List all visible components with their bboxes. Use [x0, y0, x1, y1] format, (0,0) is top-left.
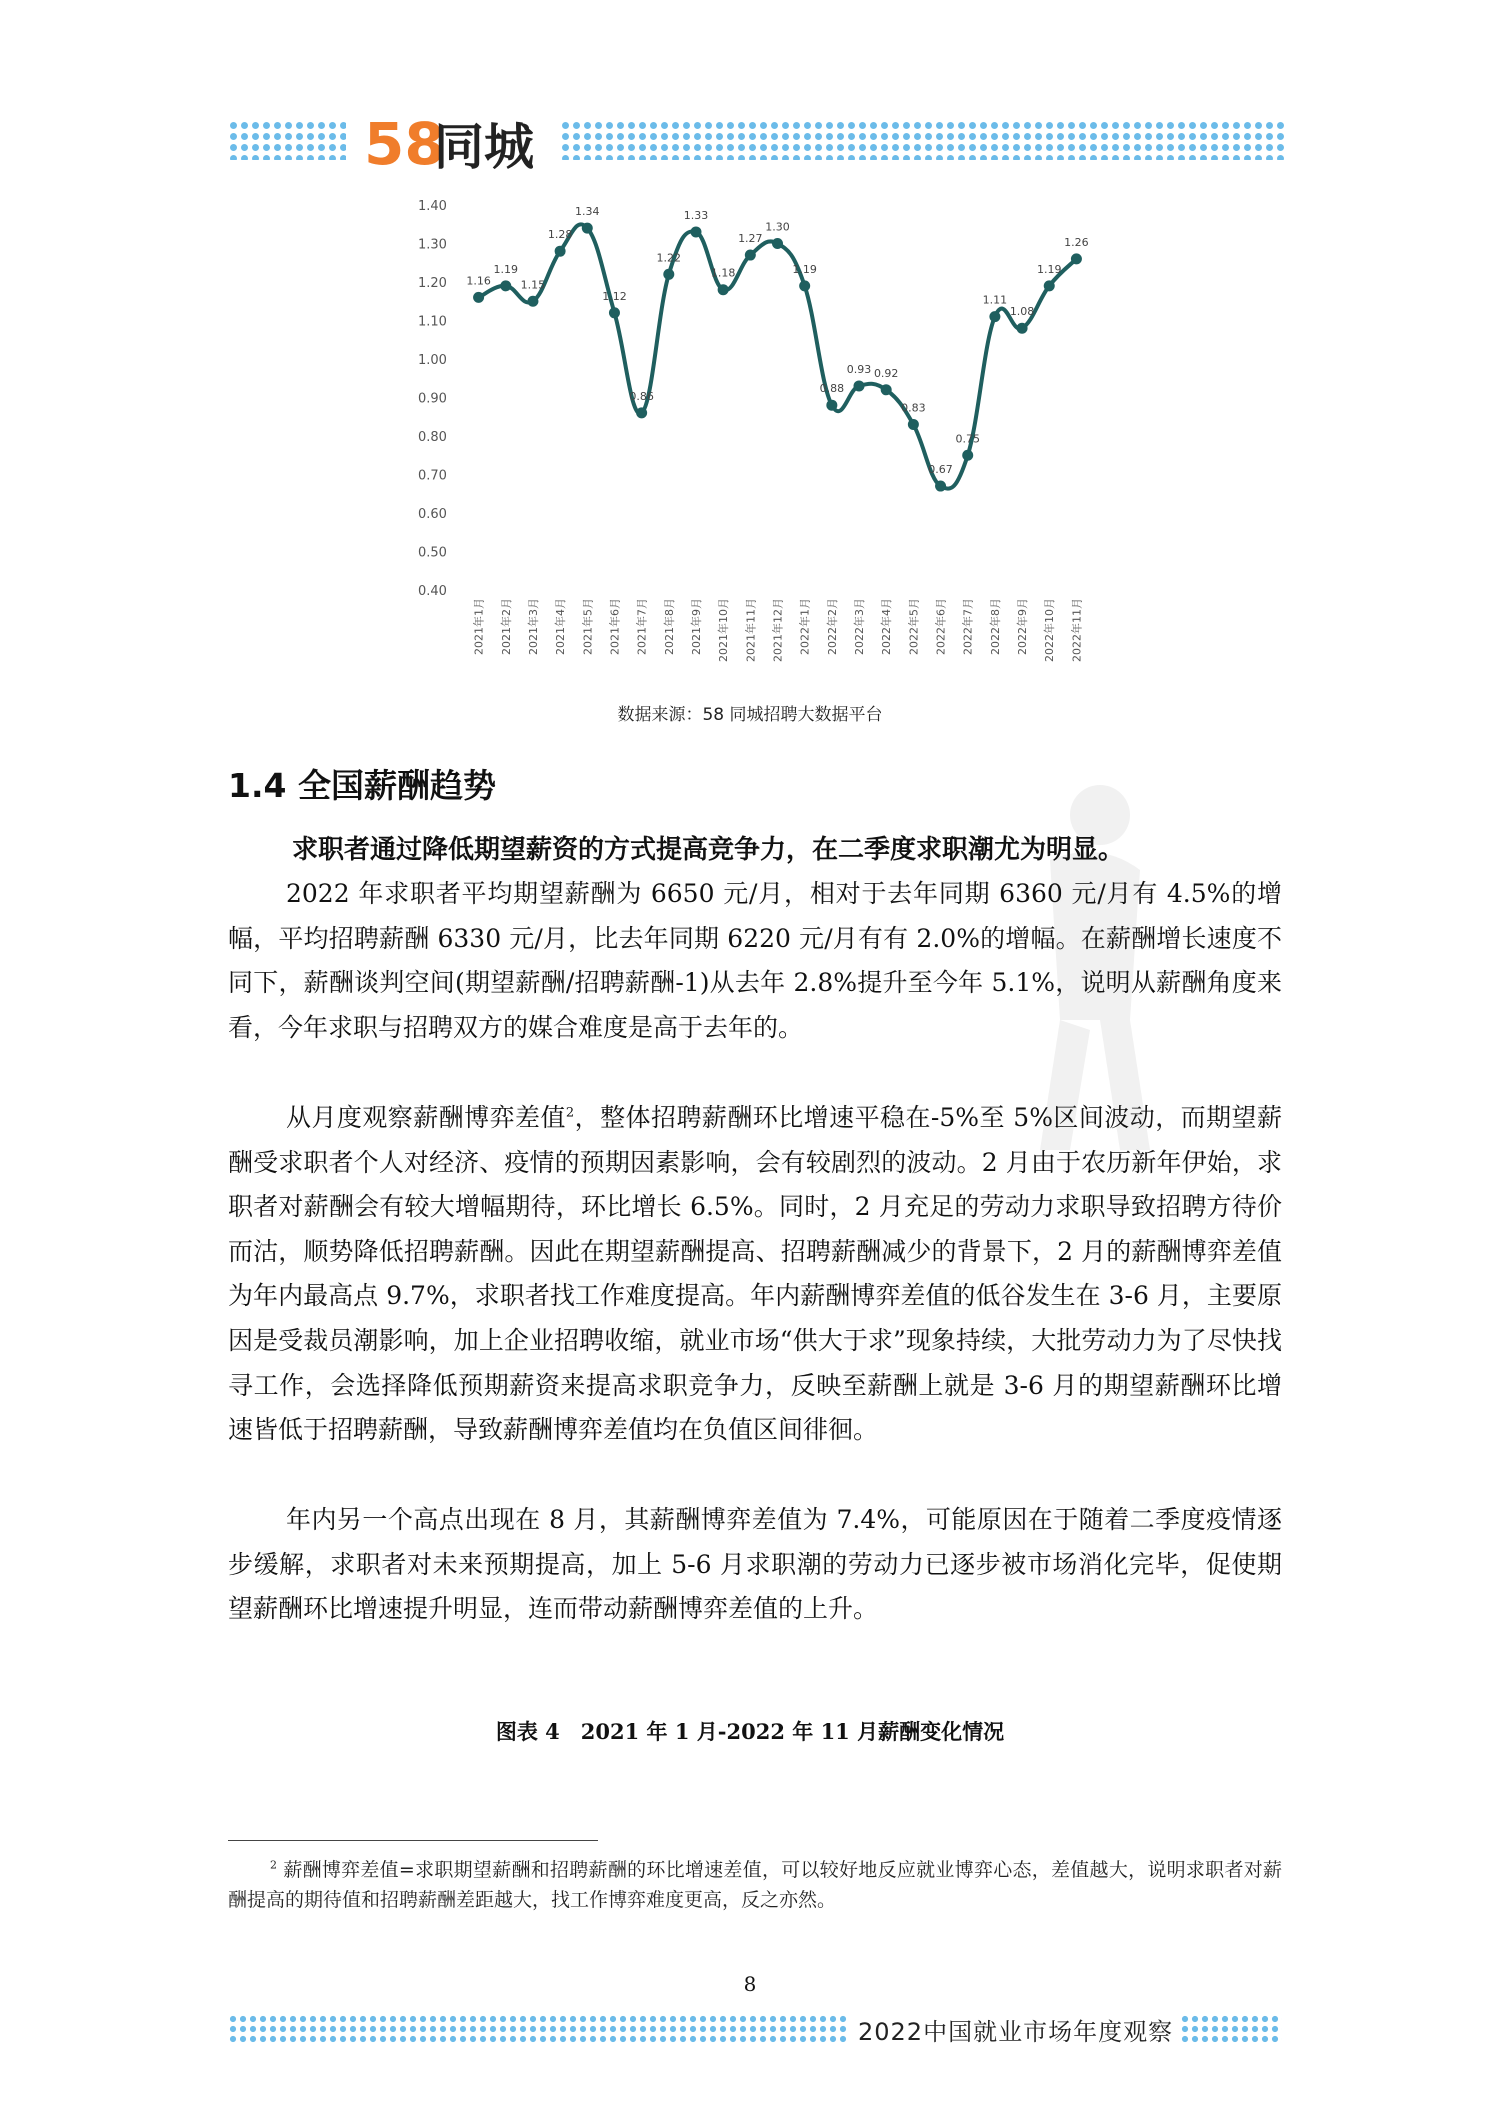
data-label: 1.28: [547, 228, 573, 242]
y-tick-label: 1.10: [418, 314, 447, 330]
data-point: [1071, 253, 1082, 264]
x-tick-label: 2022年2月: [825, 598, 839, 655]
x-tick-label: 2022年8月: [988, 598, 1002, 655]
data-point: [609, 307, 620, 318]
x-tick-label: 2022年11月: [1070, 598, 1084, 662]
data-point: [527, 296, 538, 307]
y-tick-label: 0.70: [418, 468, 447, 484]
data-point: [935, 481, 946, 492]
section-title: 1.4 全国薪酬趋势: [228, 766, 496, 805]
x-tick-label: 2021年1月: [472, 598, 486, 655]
data-label: 1.15: [520, 278, 546, 292]
x-tick-label: 2021年10月: [717, 598, 731, 662]
salary-ratio-line-chart: [390, 190, 1120, 680]
x-tick-label: 2021年7月: [635, 598, 649, 655]
data-label: 1.27: [738, 232, 763, 246]
series-line: [479, 224, 1077, 488]
data-label: 1.11: [982, 293, 1008, 307]
data-point: [962, 450, 973, 461]
paragraph-2-after: ，整体招聘薪酬环比增速平稳在-5%至 5%区间波动，而期望薪酬受求职者个人对经济、疫情的预期因素影响，会有较剧烈的波动。2 月由于农历新年伊始，求职者对薪酬会有较大增幅期待，环比增长 6.5%。同时，2 月充足的劳动力求职导致招聘方待价而沽，顺势降低招聘薪酬。因此在期望薪酬提高、招聘薪酬减少的背景下，2 月的薪酬博弈差值为年内最高点 9.7%，求职者找工作难度提高。年内薪酬博弈差值的低谷发生在 3-6 月，主要原因是受裁员潮影响，加上企业招聘收缩，就业市场“供大于求”现象持续，大批劳动力为了尽快找寻工作，会选择降低预期薪资来提高求职竞争力，反映至薪酬上就是 3-6 月的期望薪酬环比增速皆低于招聘薪酬，导致薪酬博弈差值均在负值区间徘徊。: [228, 1103, 1282, 1445]
data-point: [881, 384, 892, 395]
footer-dots-left: [228, 2014, 848, 2044]
data-point: [1017, 323, 1028, 334]
data-label: 1.18: [710, 266, 736, 280]
x-tick-label: 2021年4月: [554, 598, 568, 655]
logo-text: 同城: [434, 118, 534, 176]
paragraph-1: 2022 年求职者平均期望薪酬为 6650 元/月，相对于去年同期 6360 元/月有 4.5%的增幅，平均招聘薪酬 6330 元/月，比去年同期 6220 元/月有有 2.0%的增幅。在薪酬增长速度不同下，薪酬谈判空间(期望薪酬/招聘薪酬-1)从去年 2.8%提升至今年 5.1%，说明从薪酬角度来看，今年求职与招聘双方的媒合难度是高于去年的。: [228, 879, 1282, 1042]
footnote-mark: 2: [270, 1858, 277, 1872]
data-point: [826, 400, 837, 411]
y-tick-label: 0.80: [418, 430, 447, 445]
y-tick-label: 0.90: [418, 391, 447, 407]
data-label: 1.22: [656, 251, 682, 265]
x-tick-label: 2021年3月: [526, 598, 540, 655]
data-point: [854, 380, 865, 391]
data-point: [908, 419, 919, 430]
y-tick-label: 0.40: [418, 584, 447, 599]
data-label: 0.75: [955, 432, 980, 446]
data-label: 1.08: [1009, 305, 1035, 319]
data-label: 0.92: [873, 366, 899, 380]
y-axis: [418, 199, 447, 599]
data-label: 1.12: [602, 289, 627, 303]
data-label: 0.86: [629, 389, 654, 403]
data-label: 1.26: [1064, 235, 1089, 249]
x-tick-label: 2021年8月: [662, 598, 676, 655]
data-point: [636, 407, 647, 418]
data-label: 0.93: [846, 362, 872, 376]
chart-series: [479, 224, 1077, 488]
x-tick-label: 2022年10月: [1043, 598, 1057, 662]
x-tick-label: 2022年6月: [934, 598, 948, 655]
data-label: 1.34: [575, 205, 600, 219]
figure-caption: 图表 4 2021 年 1 月-2022 年 11 月薪酬变化情况: [495, 1719, 1005, 1744]
data-point: [1044, 280, 1055, 291]
data-point: [555, 246, 566, 257]
y-tick-label: 0.50: [418, 545, 447, 561]
footnote-rule: [228, 1840, 598, 1841]
data-label: 0.88: [819, 382, 845, 396]
logo-num: 58: [364, 112, 445, 178]
data-label: 1.19: [493, 262, 519, 276]
data-label: 1.16: [466, 274, 491, 288]
paragraph-2: [228, 1096, 1282, 1453]
data-point: [718, 284, 729, 295]
data-label: 1.19: [792, 262, 817, 276]
x-tick-label: 2021年9月: [689, 598, 703, 655]
x-tick-label: 2021年6月: [608, 598, 622, 655]
data-point: [582, 223, 593, 234]
brand-logo: [364, 112, 544, 178]
x-tick-label: 2021年5月: [581, 598, 595, 655]
data-point: [799, 280, 810, 291]
x-tick-label: 2022年7月: [961, 598, 975, 655]
y-tick-label: 1.00: [418, 353, 447, 368]
paragraph-3: 年内另一个高点出现在 8 月，其薪酬博弈差值为 7.4%，可能原因在于随着二季度疫情逐步缓解，求职者对未来预期提高，加上 5-6 月求职潮的劳动力已逐步被市场消化完毕，促使期望薪酬环比增速提升明显，连而带动薪酬博弈差值的上升。: [228, 1505, 1282, 1624]
y-tick-label: 1.40: [418, 199, 447, 214]
data-point: [663, 269, 674, 280]
lead-sentence: 求职者通过降低期望薪资的方式提高竞争力，在二季度求职潮尤为明显。: [292, 835, 1125, 865]
data-point: [989, 311, 1000, 322]
data-label: 0.83: [901, 401, 926, 415]
x-tick-label: 2022年5月: [907, 598, 921, 655]
data-point: [473, 292, 484, 303]
data-point: [772, 238, 783, 249]
header-dots-right: [560, 120, 1285, 160]
chart-points: [473, 220, 1082, 492]
footnote-ref: 2: [565, 1105, 575, 1121]
y-tick-label: 1.30: [418, 237, 447, 253]
x-tick-label: 2022年1月: [798, 598, 812, 655]
footer-dots-right: [1180, 2014, 1282, 2044]
footnote: [228, 1855, 1282, 1915]
x-tick-label: 2021年11月: [744, 598, 758, 662]
chart-source: 数据来源：58 同城招聘大数据平台: [617, 705, 883, 725]
x-tick-label: 2022年3月: [853, 598, 867, 655]
x-tick-label: 2022年4月: [880, 598, 894, 655]
x-tick-label: 2022年9月: [1016, 598, 1030, 655]
y-tick-label: 0.60: [418, 507, 447, 522]
x-tick-label: 2021年2月: [499, 598, 513, 655]
data-point: [690, 226, 701, 237]
page-number: 8: [743, 1972, 757, 1996]
data-label: 1.30: [765, 220, 790, 234]
x-tick-label: 2021年12月: [771, 598, 785, 662]
footer-title: 2022中国就业市场年度观察: [858, 2018, 1174, 2046]
data-label: 0.67: [928, 463, 953, 477]
data-label: 1.33: [683, 208, 709, 222]
data-point: [745, 250, 756, 261]
footnote-text: 薪酬博弈差值=求职期望薪酬和招聘薪酬的环比增速差值，可以较好地反应就业博弈心态，差值越大，说明求职者对薪酬提高的期待值和招聘薪酬差距越大，找工作博弈难度更高，反之亦然。: [228, 1859, 1282, 1911]
header-dots-left: [228, 120, 346, 160]
paragraph-2-before: 从月度观察薪酬博弈差值: [286, 1103, 566, 1132]
data-label: 1.19: [1036, 262, 1062, 276]
x-axis: [472, 598, 1084, 662]
y-tick-label: 1.20: [418, 276, 447, 291]
data-point: [500, 280, 511, 291]
